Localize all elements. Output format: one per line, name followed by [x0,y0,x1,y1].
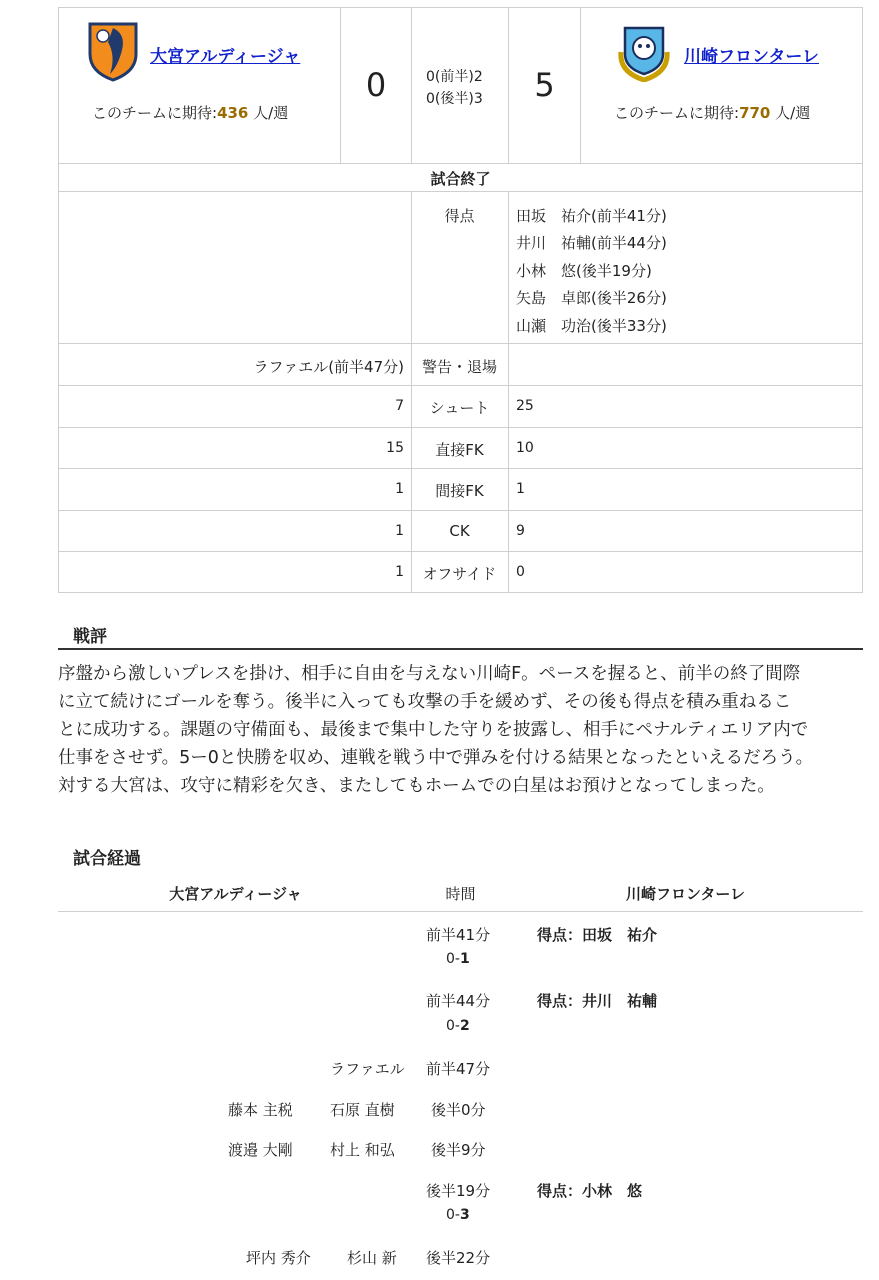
stat-away-value: 25 [516,398,534,414]
away-scorer: 田坂 祐介(前半41分) [516,207,667,225]
home-cards: ラファエル(前半47分) [253,358,404,376]
progress-col-home: 大宮アルディージャ [169,885,302,903]
progress-col-away: 川崎フロンターレ [625,885,746,903]
event-time: 前半41分 [426,926,491,944]
event-time: 前半47分 [426,1060,491,1078]
event-time: 後半22分 [426,1249,491,1267]
stat-home-value: 1 [395,523,404,539]
away-expect-count: 770 [739,104,771,122]
stat-label: オフサイド [422,565,497,583]
event-home-a: 藤本 主税 [228,1101,293,1119]
event-home-b: 杉山 新 [347,1249,397,1267]
away-expectation: このチームに期待:770 人/週 [614,104,811,122]
event-away: 得点：田坂 祐介 [537,926,658,944]
goals-label: 得点 [444,207,475,225]
event-home-b: 石原 直樹 [330,1101,395,1119]
away-team-emblem [615,18,673,82]
event-time: 前半44分 [426,992,491,1010]
away-team-link[interactable]: 川崎フロンターレ [684,47,819,67]
event-home-a: 坪内 秀介 [246,1249,311,1267]
home-team-link[interactable]: 大宮アルディージャ [150,47,301,67]
progress-col-time: 時間 [445,885,476,903]
away-scorer: 井川 祐輔(前半44分) [516,234,667,252]
event-home-a: 渡邉 大剛 [228,1141,293,1159]
event-home-b: ラファエル [330,1060,405,1078]
event-away: 得点：井川 祐輔 [537,992,658,1010]
home-score: 0 [365,66,387,104]
away-scorer: 山瀬 功治(後半33分) [516,317,667,335]
event-home-b: 村上 和弘 [330,1141,395,1159]
away-scorer: 矢島 卓郎(後半26分) [516,289,667,307]
stat-away-value: 0 [516,564,525,580]
stat-away-value: 9 [516,523,525,539]
stat-home-value: 7 [395,398,404,414]
stat-home-value: 15 [386,440,404,456]
home-expectation: このチームに期待:436 人/週 [92,104,289,122]
match-status: 試合終了 [430,170,491,188]
stat-label: シュート [429,399,490,417]
stat-home-value: 1 [395,564,404,580]
cards-label: 警告・退場 [421,358,497,376]
event-away: 得点：小林 悠 [537,1182,643,1200]
second-half-score: 0(後半)3 [426,91,483,107]
review-text: 序盤から激しいプレスを掛け、相手に自由を与えない川崎F。ペースを握ると、前半の終了間際 に立て続けにゴールを奪う。後半に入っても攻撃の手を緩めず、その後も得点を積み重ねるこ とに成功する。課題の守備面も、最後まで集中した守りを披露し、相手にペナルティエリア内で 仕事をさせず。5ー0と快勝を収め、連戦を戦う中で弾みを付ける結果となったといえるだろう。 対する大宮は、攻守に精彩を欠き、またしてもホームでの白星はお預けとなってしまった。 [58,664,814,796]
stat-label: CK [449,522,470,540]
stat-label: 直接FK [435,441,484,459]
away-scorer: 小林 悠(後半19分) [516,262,652,280]
home-expect-count: 436 [217,104,249,122]
stat-label: 間接FK [435,482,484,500]
away-score: 5 [534,66,555,104]
first-half-score: 0(前半)2 [426,69,483,85]
event-score: 0-3 [446,1207,470,1223]
home-team-emblem [86,20,140,82]
event-score: 0-2 [446,1018,470,1034]
event-time: 後半9分 [431,1141,486,1159]
stat-away-value: 10 [516,440,534,456]
stat-away-value: 1 [516,481,525,497]
event-score: 0-1 [446,951,470,967]
review-heading: 戦評 [73,627,107,647]
stat-home-value: 1 [395,481,404,497]
event-time: 後半0分 [431,1101,486,1119]
event-time: 後半19分 [426,1182,491,1200]
progress-heading: 試合経過 [73,849,141,869]
